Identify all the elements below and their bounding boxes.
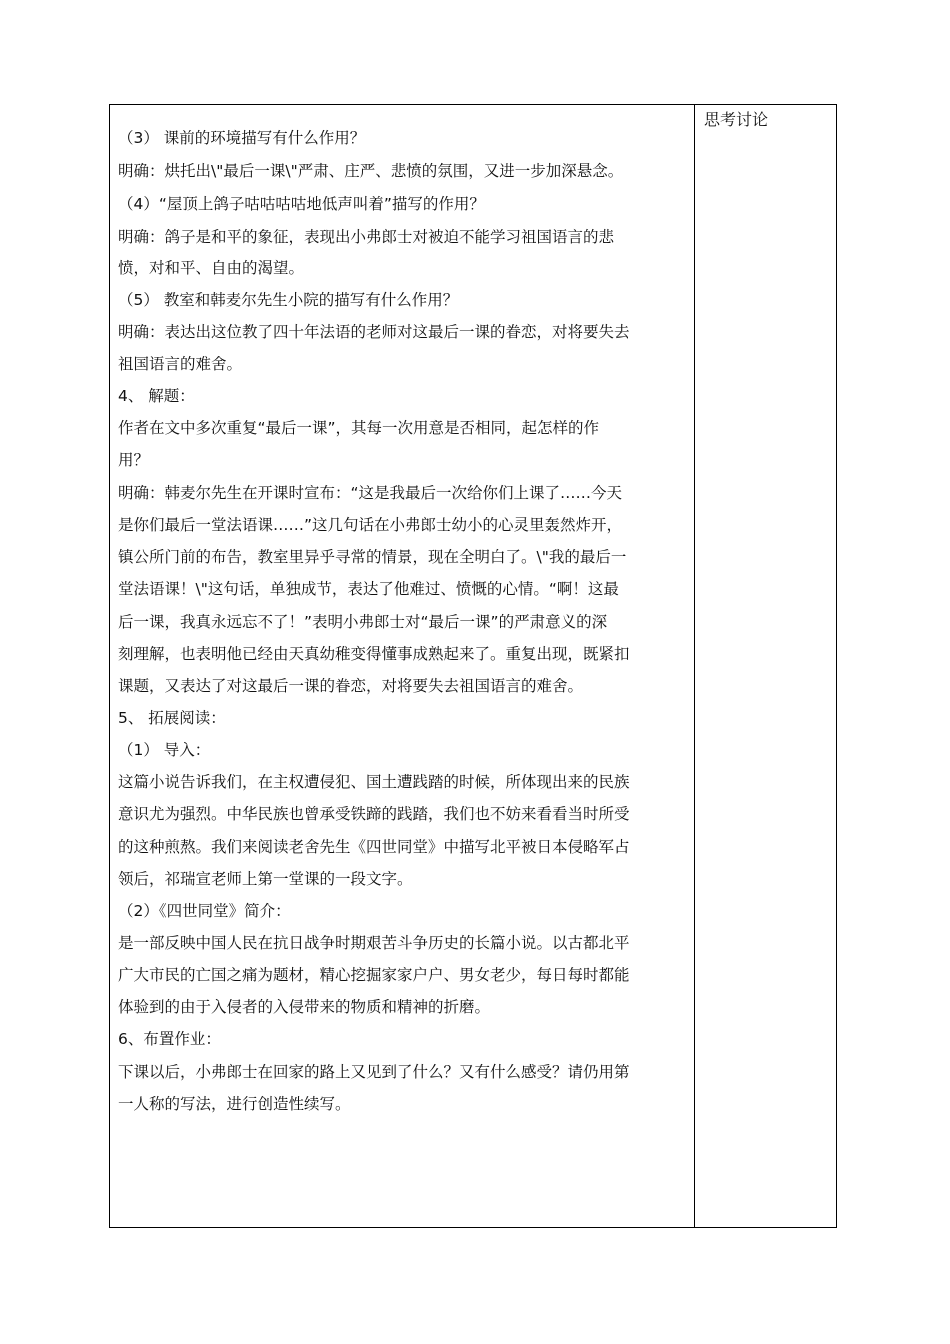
text-line: 明确：鸽子是和平的象征，表现出小弗郎士对被迫不能学习祖国语言的悲 <box>118 228 615 246</box>
text-line: 这篇小说告诉我们，在主权遭侵犯、国土遭践踏的时候，所体现出来的民族 <box>118 773 630 791</box>
text-line: （1） 导入： <box>118 741 211 759</box>
text-line: 刻理解，也表明他已经由天真幼稚变得懂事成熟起来了。重复出现，既紧扣 <box>118 645 630 663</box>
text-line: 5、 拓展阅读： <box>118 709 226 727</box>
text-line: 镇公所门前的布告，教室里异乎寻常的情景，现在全明白了。\"我的最后一 <box>118 548 627 566</box>
text-line: 明确：烘托出\"最后一课\"严肃、庄严、悲愤的氛围，又进一步加深悬念。 <box>118 162 624 180</box>
text-line: 4、 解题： <box>118 387 195 405</box>
text-line: 的这种煎熬。我们来阅读老舍先生《四世同堂》中描写北平被日本侵略军占 <box>118 838 630 856</box>
text-line: 下课以后，小弗郎士在回家的路上又见到了什么？又有什么感受？请仍用第 <box>118 1063 630 1081</box>
text-line: 作者在文中多次重复“最后一课”，其每一次用意是否相同，起怎样的作 <box>118 419 600 437</box>
text-line: 是一部反映中国人民在抗日战争时期艰苦斗争历史的长篇小说。以古都北平 <box>118 934 630 952</box>
text-line: 意识尤为强烈。中华民族也曾承受铁蹄的践踏，我们也不妨来看看当时所受 <box>118 805 630 823</box>
text-line: 明确：韩麦尔先生在开课时宣布：“这是我最后一次给你们上课了……今天 <box>118 484 623 502</box>
text-line: （3） 课前的环境描写有什么作用？ <box>118 129 366 147</box>
text-line: 6、布置作业： <box>118 1030 221 1048</box>
text-line: 是你们最后一堂法语课……”这几句话在小弗郎士幼小的心灵里轰然炸开， <box>118 516 623 534</box>
text-line: 后一课，我真永远忘不了！”表明小弗郎士对“最后一课”的严肃意义的深 <box>118 613 608 631</box>
text-line: 祖国语言的难舍。 <box>118 355 243 373</box>
text-line: （5） 教室和韩麦尔先生小院的描写有什么作用？ <box>118 291 459 309</box>
text-line: 体验到的由于入侵者的入侵带来的物质和精神的折磨。 <box>118 998 491 1016</box>
text-line: 广大市民的亡国之痛为题材，精心挖掘家家户户、男女老少，每日每时都能 <box>118 966 630 984</box>
text-line: 课题，又表达了对这最后一课的眷恋，对将要失去祖国语言的难舍。 <box>118 677 584 695</box>
text-line: 堂法语课！\"这句话，单独成节，表达了他难过、愤慨的心情。“啊！这最 <box>118 580 619 598</box>
text-line: 愤，对和平、自由的渴望。 <box>118 259 305 277</box>
text-line: （4）“屋顶上鸽子咕咕咕咕地低声叫着”描写的作用？ <box>118 195 485 213</box>
text-line: 明确：表达出这位教了四十年法语的老师对这最后一课的眷恋，对将要失去 <box>118 323 630 341</box>
column-divider <box>694 104 695 1228</box>
text-line: 领后，祁瑞宣老师上第一堂课的一段文字。 <box>118 870 413 888</box>
text-line: （2）《四世同堂》简介： <box>118 902 291 920</box>
text-line: 一人称的写法，进行创造性续写。 <box>118 1095 351 1113</box>
side-column-heading: 思考讨论 <box>704 110 769 129</box>
text-line: 用？ <box>118 451 150 469</box>
